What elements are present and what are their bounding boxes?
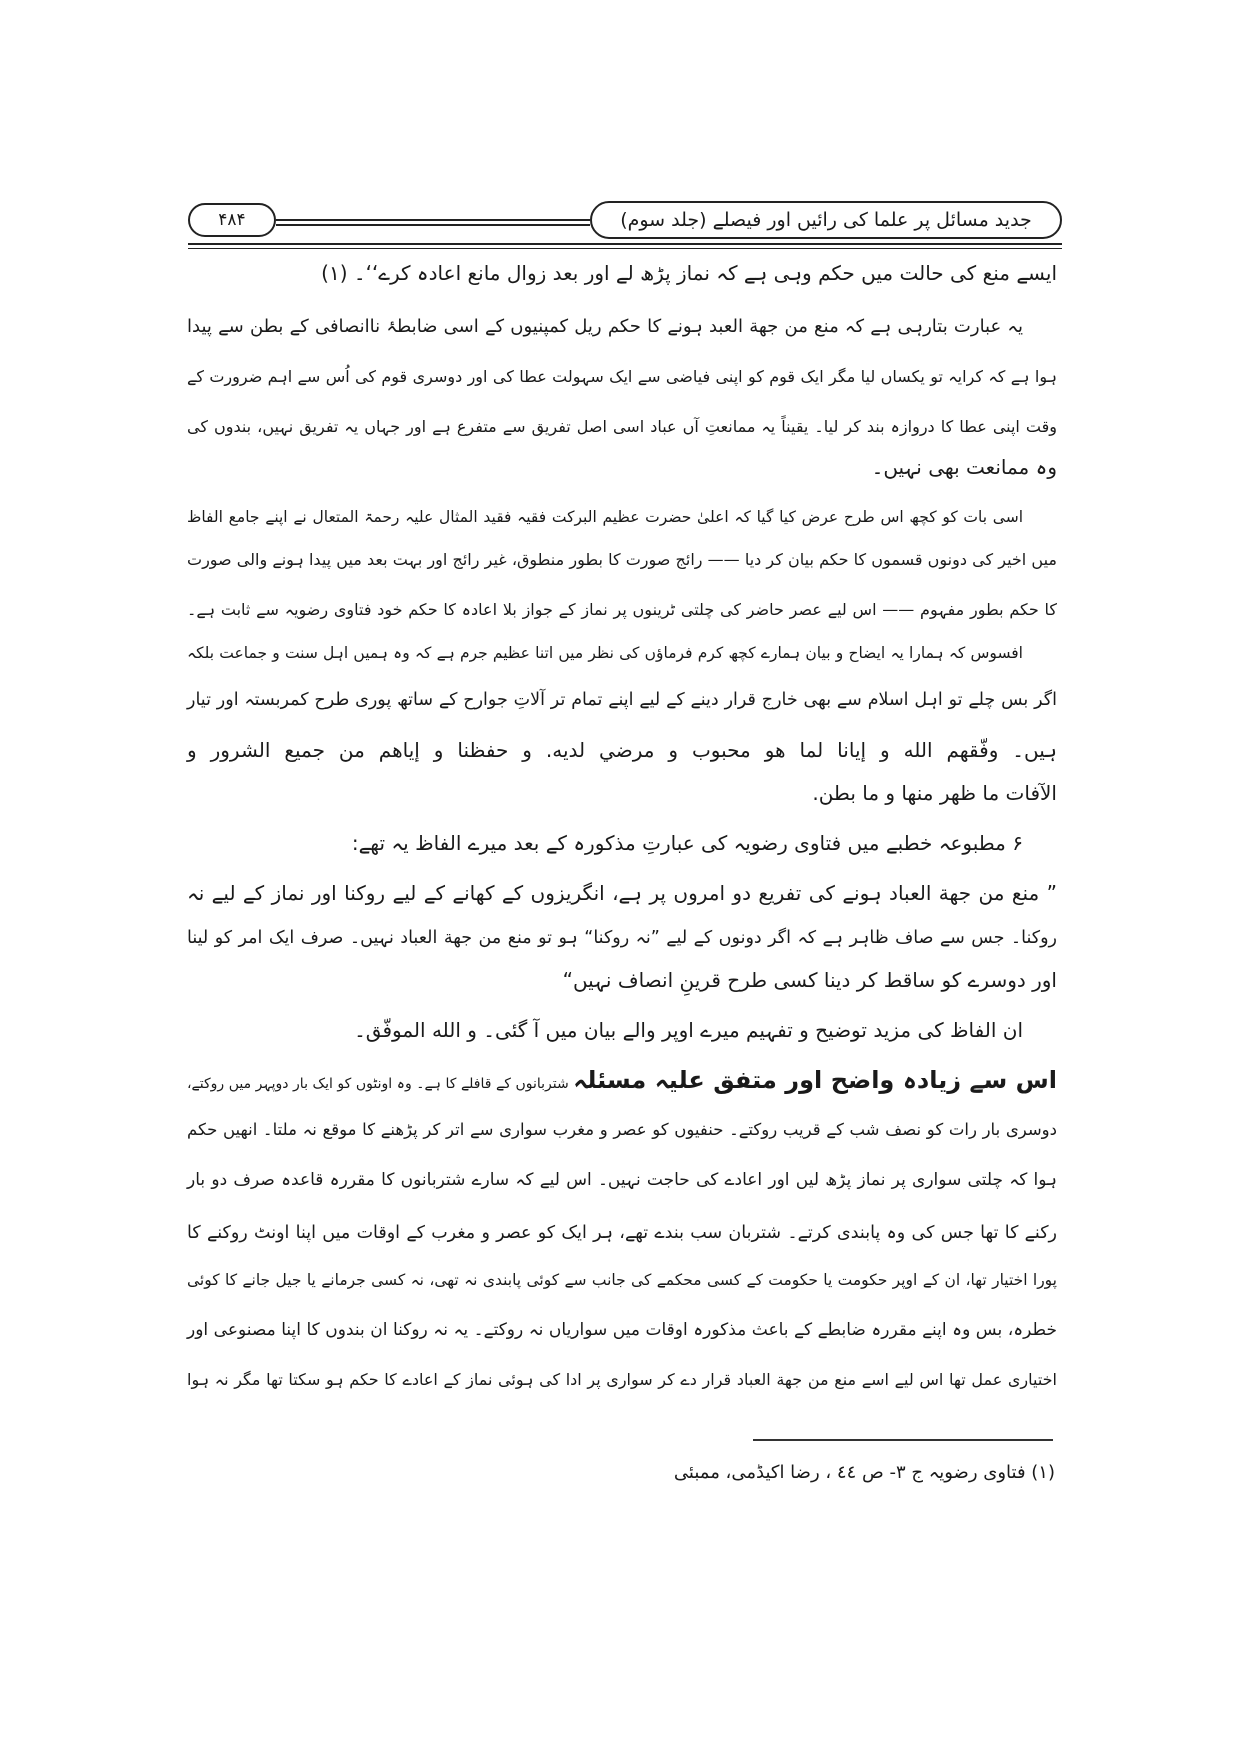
- page-number: ۴۸۴: [188, 203, 276, 237]
- bold-heading-phrase: اس سے زیادہ واضح اور متفق علیہ مسئلہ: [573, 1066, 1057, 1094]
- text-line: ان الفاظ کی مزید توضیح و تفہیم میرے اوپر والے بیان میں آ گئی۔ و الله الموفّق۔: [354, 1018, 1023, 1042]
- text-line: افسوس کہ ہمارا یہ ایضاح و بیان ہمارے کچھ کرم فرماؤں کی نظر میں اتنا عظیم جرم ہے کہ وہ ہمیں اہل سنت و جماعت بلکہ: [187, 644, 1023, 662]
- text-line: ” منع من جهة العباد ہونے کی تفریع دو امروں پر ہے، انگریزوں کے کھانے کے لیے روکنا اور نماز کے لیے نہ: [187, 881, 1057, 905]
- header-divider: [188, 243, 1062, 249]
- text-line: کا حکم بطور مفہوم —— اس لیے عصر حاضر کی چلتی ٹرینوں پر نماز کے جواز بلا اعادہ کا حکم خود فتاوی رضویہ سے ثابت ہے۔: [187, 600, 1057, 619]
- text-line: ایسے منع کی حالت میں حکم وہی ہے کہ نماز پڑھ لے اور بعد زوال مانع اعادہ کرے‘‘۔ (۱): [321, 261, 1057, 285]
- footnote-divider: [753, 1439, 1053, 1441]
- text-line: یہ عبارت بتارہی ہے کہ منع من جهة العبد ہونے کا حکم ریل کمپنیوں کے اسی ضابطۂ ناانصافی کے بطن سے پیدا: [187, 316, 1023, 337]
- text-line: ہوا ہے کہ کرایہ تو یکساں لیا مگر ایک قوم کو اپنی فیاضی سے ایک سہولت عطا کی اور دوسری قوم کی اُس سے اہم ضرورت کے: [187, 367, 1057, 386]
- running-header-title: جدید مسائل پر علما کی رائیں اور فیصلے (جلد سوم): [590, 201, 1062, 239]
- text-line: دوسری بار رات کو نصف شب کے قریب روکتے۔ حنفیوں کو عصر و مغرب سواری سے اتر کر پڑھنے کا موقع نہ ملتا۔ انھیں حکم: [187, 1120, 1057, 1139]
- line-text: شتربانوں کے قافلے کا ہے۔ وہ اونٹوں کو ایک بار دوپہر میں روکتے،: [187, 1076, 574, 1092]
- text-line: ہیں۔ وفّقهم الله و إيانا لما هو محبوب و مرضي لديه. و حفظنا و إياهم من جميع الشرور و: [187, 738, 1057, 762]
- text-line: وقت اپنی عطا کا دروازہ بند کر لیا۔ یقیناً یہ ممانعتِ آں عباد اسی اصل تفریق سے متفرع ہے اور جہاں یہ تفریق نہیں، بندوں کی: [187, 417, 1057, 436]
- text-line: ہوا کہ چلتی سواری پر نماز پڑھ لیں اور اعادے کی حاجت نہیں۔ اس لیے کہ سارے شتربانوں کا مقررہ قاعدہ صرف دو بار: [187, 1170, 1057, 1190]
- text-line: وہ ممانعت بھی نہیں۔: [871, 455, 1057, 479]
- text-line: روکنا۔ جس سے صاف ظاہر ہے کہ اگر دونوں کے لیے ”نہ روکنا“ ہو تو منع من جهة العباد نہیں۔ صرف ایک امر کو لینا: [187, 928, 1057, 948]
- text-line: پورا اختیار تھا، ان کے اوپر حکومت یا حکومت کے کسی محکمے کی جانب سے کوئی پابندی نہ تھی، نہ کسی جرمانے یا جیل جانے کا کوئی: [187, 1271, 1057, 1289]
- text-line: اسی بات کو کچھ اس طرح عرض کیا گیا کہ اعلیٰ حضرت عظیم البرکت فقیہ فقید المثال علیہ رحمۃ المتعال نے اپنے جامع الفاظ: [187, 508, 1023, 526]
- text-line: رکنے کا تھا جس کی وہ پابندی کرتے۔ شتربان سب بندے تھے، ہر ایک کو عصر و مغرب کے اوقات میں اپنا اونٹ روکنے کا: [187, 1223, 1057, 1243]
- text-line: اور دوسرے کو ساقط کر دینا کسی طرح قرینِ انصاف نہیں“: [562, 968, 1057, 992]
- text-line: اختیاری عمل تھا اس لیے اسے منع من جهة العباد قرار دے کر سواری پر ادا کی ہوئی نماز کے اعادے کا حکم ہو سکتا تھا مگر نہ ہوا: [187, 1370, 1057, 1389]
- text-line: اگر بس چلے تو اہل اسلام سے بھی خارج قرار دینے کے لیے اپنے تمام تر آلاتِ جوارح کے ساتھ پوری طرح کمربستہ اور تیار: [187, 690, 1057, 710]
- text-line: [187, 1058, 1057, 1102]
- text-line: ۶ مطبوعہ خطبے میں فتاوی رضویہ کی عبارتِ مذکورہ کے بعد میرے الفاظ یہ تھے:: [351, 831, 1023, 855]
- header-connector-rule: [276, 219, 590, 226]
- text-line: میں اخیر کی دونوں قسموں کا حکم بیان کر دیا —— رائج صورت کا بطور منطوق، غیر رائج اور بہت بعد میں پیدا ہونے والی صورت: [187, 550, 1057, 569]
- text-line: الآفات ما ظهر منها و ما بطن.: [812, 781, 1057, 805]
- text-line: خطرہ، بس وہ اپنے مقررہ ضابطے کے باعث مذکورہ اوقات میں سواریاں نہ روکتے۔ یہ نہ روکنا ان بندوں کا اپنا مصنوعی اور: [187, 1320, 1057, 1340]
- footnote: (۱) فتاوی رضویہ ج ۳- ص ٤٤ ، رضا اکیڈمی، ممبئی: [673, 1462, 1055, 1483]
